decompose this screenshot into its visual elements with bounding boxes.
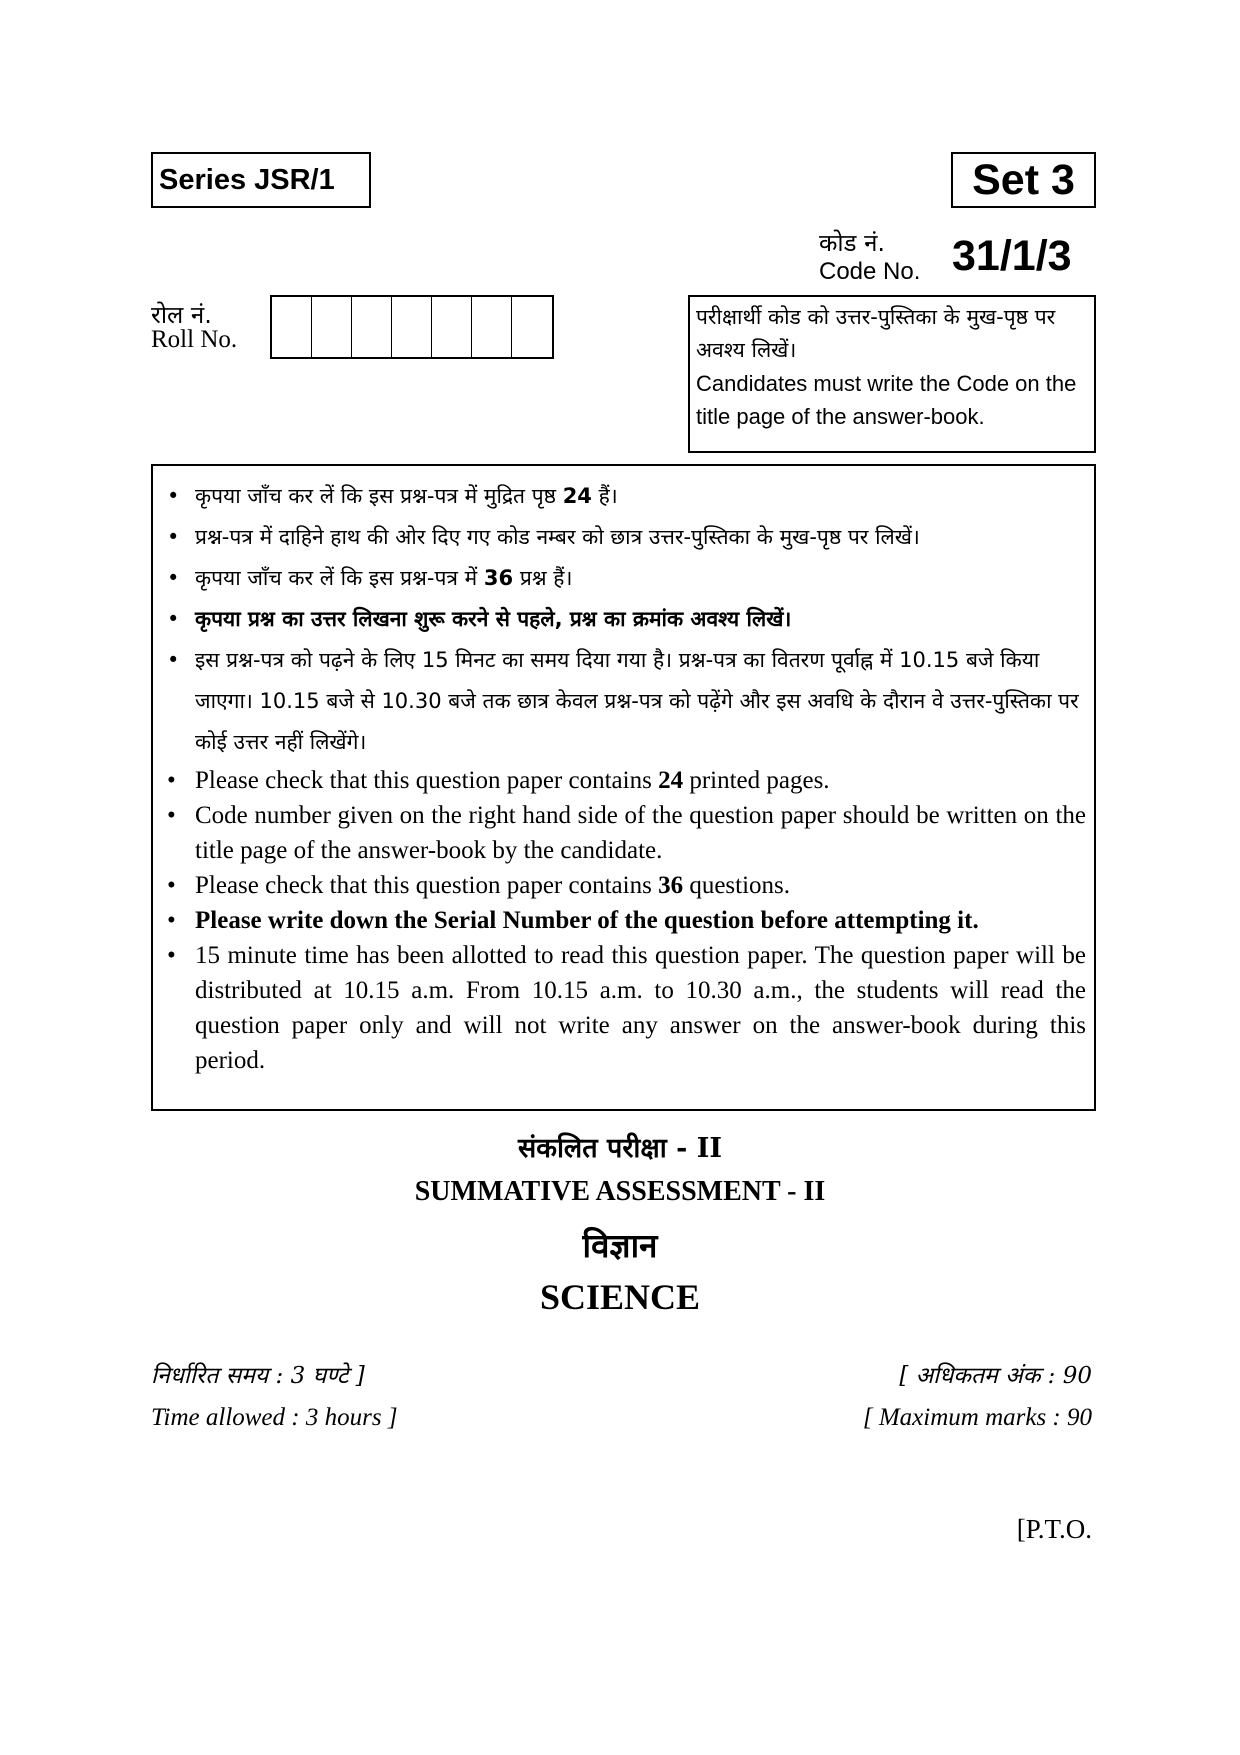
- instruction-item-en: [167, 868, 1086, 903]
- instruction-text: इस प्रश्न-पत्र को पढ़ने के लिए 15 मिनट का समय दिया गया है। प्रश्न-पत्र का वितरण पूर्वाह्न में 10.15 बजे किया जाएगा। 10.15 बजे से 10.30 बजे तक छात्र केवल प्रश्न-पत्र को पढ़ेंगे और इस अवधि के दौरान वे उत्तर-पुस्तिका पर कोई उत्तर नहीं लिखेंगे।: [195, 648, 1079, 754]
- series-label: Series JSR/1: [151, 152, 371, 208]
- instruction-text: Please check that this question paper contains: [195, 767, 659, 794]
- instruction-item-hi: [167, 558, 1086, 599]
- instruction-text: 36: [483, 566, 514, 590]
- roll-number-cell[interactable]: [432, 297, 472, 357]
- instruction-text: Code number given on the right hand side of the question paper should be written on the title page of the answer-book by the candidate.: [195, 802, 1086, 864]
- candidate-note-hindi: परीक्षार्थी कोड को उत्तर-पुस्तिका के मुख-पृष्ठ पर अवश्य लिखें।: [696, 305, 1056, 362]
- instruction-text: 24: [658, 767, 684, 794]
- roll-number-cell[interactable]: [272, 297, 312, 357]
- instruction-item-en: [167, 763, 1086, 798]
- candidate-note-box: [688, 295, 1096, 453]
- instructions-box: [151, 464, 1096, 1111]
- candidate-note-english: Candidates must write the Code on the title page of the answer-book.: [696, 371, 1077, 429]
- bullet-icon: •: [167, 942, 176, 969]
- instruction-item-hi: [167, 517, 1086, 558]
- instruction-item-hi: [167, 599, 1086, 640]
- pto-label: [P.T.O.: [1016, 1514, 1092, 1544]
- bullet-icon: •: [167, 525, 180, 549]
- roll-number-cell[interactable]: [312, 297, 352, 357]
- instruction-item-en: [167, 938, 1086, 1078]
- bullet-icon: •: [167, 767, 176, 794]
- roll-number-cell[interactable]: [512, 297, 552, 357]
- max-marks-english: [ Maximum marks : 90: [862, 1404, 1092, 1431]
- bullet-icon: •: [167, 484, 180, 508]
- instruction-text: 36: [658, 872, 684, 899]
- subject-title-hindi: विज्ञान: [582, 1226, 658, 1265]
- bullet-icon: •: [167, 648, 180, 672]
- instruction-text: प्रश्न हैं।: [513, 566, 573, 590]
- time-allowed-english: Time allowed : 3 hours ]: [151, 1404, 398, 1431]
- instruction-item-hi: [167, 640, 1086, 763]
- roll-label-english: Roll No.: [151, 326, 238, 353]
- instruction-text: questions.: [683, 872, 791, 899]
- instruction-text: हैं।: [591, 484, 618, 508]
- instruction-text: कृपया जाँच कर लें कि इस प्रश्न-पत्र में: [195, 566, 484, 590]
- bullet-icon: •: [167, 872, 176, 899]
- roll-number-cell[interactable]: [392, 297, 432, 357]
- exam-title-english: SUMMATIVE ASSESSMENT - II: [414, 1176, 826, 1207]
- instruction-item-en: [167, 903, 1086, 938]
- instruction-text: 15 minute time has been allotted to read this question paper. The question paper will be distributed at 10.15 a.m. From 10.15 a.m. to 10.30 a.m., the students will read the question paper only and will not write any answer on the answer-book during this period.: [195, 942, 1086, 1074]
- instruction-text: प्रश्न-पत्र में दाहिने हाथ की ओर दिए गए कोड नम्बर को छात्र उत्तर-पुस्तिका के मुख-पृष्ठ पर लिखें।: [195, 525, 920, 549]
- instruction-item-hi: [167, 476, 1086, 517]
- exam-title-hindi: संकलित परीक्षा - II: [517, 1133, 723, 1164]
- roll-label-hindi: रोल नं.: [151, 301, 212, 329]
- code-number: 31/1/3: [952, 232, 1072, 280]
- max-marks-hindi: [ अधिकतम अंक : 90: [899, 1363, 1092, 1389]
- roll-number-cell[interactable]: [472, 297, 512, 357]
- bullet-icon: •: [167, 802, 176, 829]
- roll-number-cell[interactable]: [352, 297, 392, 357]
- bullet-icon: •: [167, 566, 180, 590]
- bullet-icon: •: [167, 907, 176, 934]
- code-label-hindi: कोड नं.: [819, 229, 886, 257]
- instruction-text: 24: [562, 484, 592, 508]
- instruction-text: Please check that this question paper contains: [195, 872, 659, 899]
- instruction-text: printed pages.: [683, 767, 830, 794]
- instruction-text: Please write down the Serial Number of the question before attempting it.: [195, 907, 979, 934]
- code-label-english: Code No.: [819, 258, 921, 285]
- roll-number-grid[interactable]: [270, 295, 554, 359]
- instruction-text: कृपया प्रश्न का उत्तर लिखना शुरू करने से पहले, प्रश्न का क्रमांक अवश्य लिखें।: [195, 607, 792, 631]
- instruction-item-en: [167, 798, 1086, 868]
- bullet-icon: •: [167, 607, 180, 631]
- subject-title-english: SCIENCE: [539, 1277, 701, 1317]
- instruction-text: कृपया जाँच कर लें कि इस प्रश्न-पत्र में मुद्रित पृष्ठ: [195, 484, 563, 508]
- time-allowed-hindi: निर्धारित समय : 3 घण्टे ]: [151, 1363, 365, 1389]
- set-label: Set 3: [951, 152, 1096, 208]
